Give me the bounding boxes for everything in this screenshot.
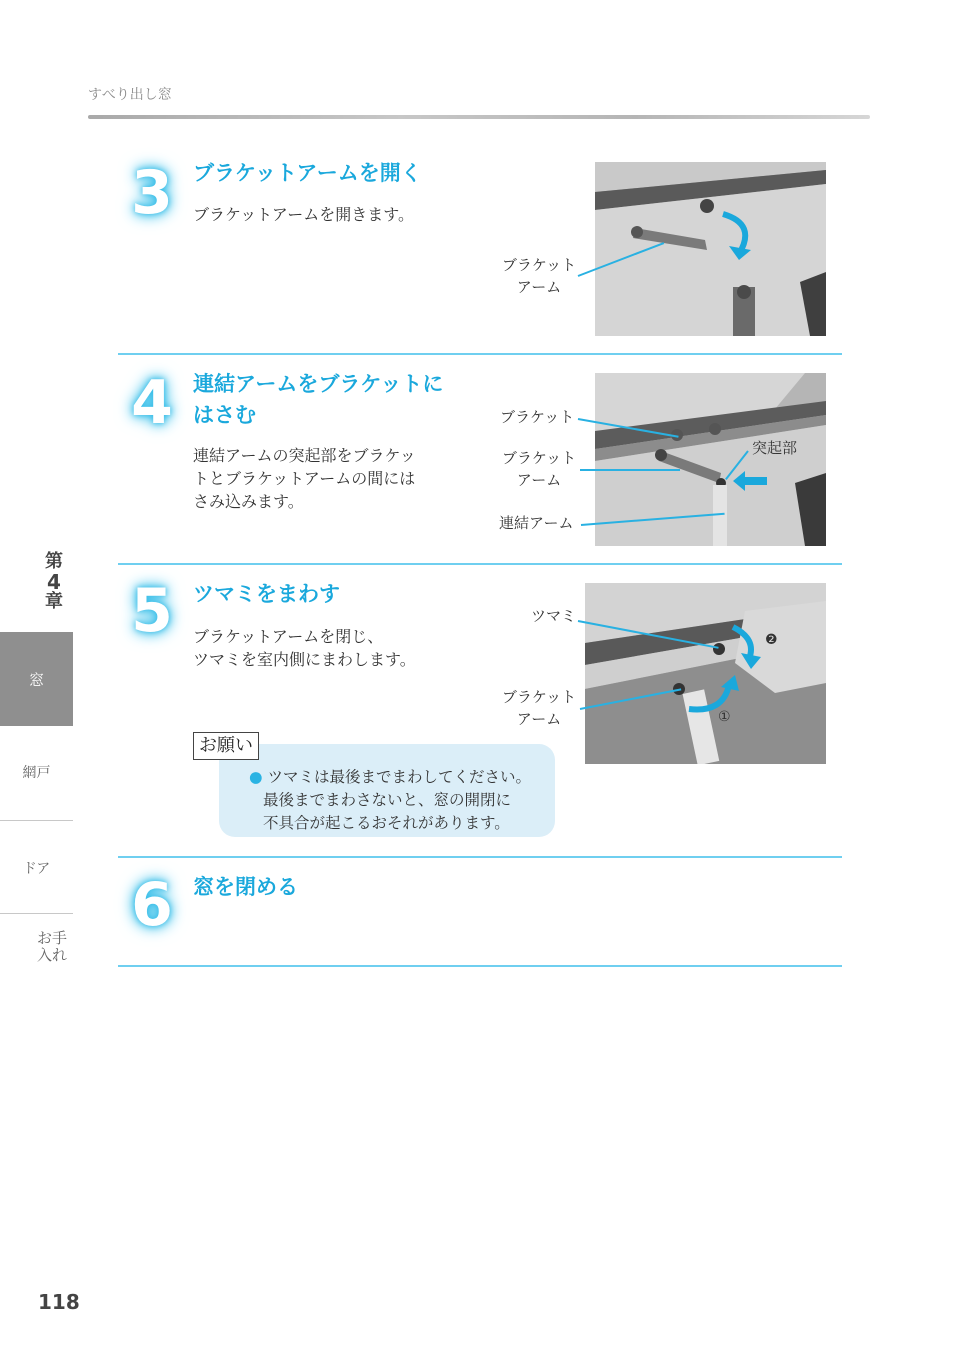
- sidebar-divider: [0, 913, 73, 914]
- sidebar-item-label: 窓: [28, 670, 44, 689]
- chapter-suffix: 章: [45, 591, 63, 612]
- step-body: ブラケットアームを開きます。: [193, 205, 414, 224]
- step5-illustration: [585, 583, 826, 764]
- section-separator: [118, 563, 842, 565]
- sidebar-item-door[interactable]: ドア: [22, 861, 51, 877]
- leader-line: [580, 469, 680, 471]
- label-bracket-arm-line2: アーム: [516, 710, 562, 728]
- notice-line-1-text: ツマミは最後までまわしてください。: [267, 768, 531, 786]
- step-title: 窓を閉める: [193, 875, 298, 899]
- step-title-line2: はさむ: [193, 403, 256, 427]
- step-body-line2: ツマミを室内側にまわします。: [193, 650, 416, 669]
- marker-1: ①: [718, 709, 731, 725]
- step-body-line2: トとブラケットアームの間には: [193, 469, 416, 488]
- label-bracket-arm-line2: アーム: [516, 471, 562, 489]
- notice-line-3: 不具合が起こるおそれがあります。: [263, 814, 510, 832]
- sidebar-item-screen[interactable]: 網戸: [22, 765, 51, 781]
- step-number: 5: [131, 576, 173, 646]
- section-separator: [118, 965, 842, 967]
- sidebar-item-care[interactable]: お手入れ: [36, 929, 67, 964]
- step-title: ツマミをまわす: [193, 582, 340, 606]
- sidebar-item-window[interactable]: [0, 632, 73, 726]
- section-separator: [118, 353, 842, 355]
- step-title: ブラケットアームを開く: [193, 161, 422, 185]
- step-number: 3: [131, 158, 173, 228]
- label-bracket-arm-line1: ブラケット: [501, 449, 577, 467]
- step-number: 4: [131, 368, 173, 438]
- chapter-number: 4: [47, 570, 61, 594]
- notice-label: お願い: [193, 732, 259, 760]
- running-header: すべり出し窓: [88, 87, 172, 103]
- step3-photo: [595, 162, 826, 336]
- step-number: 6: [131, 870, 173, 940]
- label-knob: ツマミ: [531, 607, 577, 625]
- label-link-arm: 連結アーム: [499, 514, 574, 532]
- step-title-line1: 連結アームをブラケットに: [193, 372, 444, 396]
- marker-2: ❷: [765, 632, 778, 648]
- chapter-prefix: 第: [45, 551, 63, 572]
- notice-text: [249, 766, 531, 835]
- section-separator: [118, 856, 842, 858]
- page-number: 118: [38, 1290, 80, 1314]
- notice-line-2: 最後までまわさないと、窓の開閉に: [263, 791, 512, 809]
- step-body-line3: さみ込みます。: [193, 492, 304, 511]
- notice-line-1: [249, 766, 531, 789]
- label-bracket-arm-line1: ブラケット: [501, 256, 577, 274]
- bullet-icon: ●: [249, 768, 263, 786]
- step-body-line1: 連結アームの突起部をブラケッ: [193, 446, 416, 465]
- step5-photo: [585, 583, 826, 764]
- step-body-line1: ブラケットアームを閉じ、: [193, 627, 384, 646]
- label-bracket-arm-line2: アーム: [516, 278, 562, 296]
- step3-illustration: [595, 162, 826, 336]
- label-bracket: ブラケット: [500, 408, 575, 426]
- label-protrusion: 突起部: [752, 439, 798, 457]
- header-rule: [88, 115, 870, 119]
- label-bracket-arm-line1: ブラケット: [501, 688, 577, 706]
- sidebar-divider: [0, 820, 73, 821]
- chapter-indicator: [38, 552, 70, 612]
